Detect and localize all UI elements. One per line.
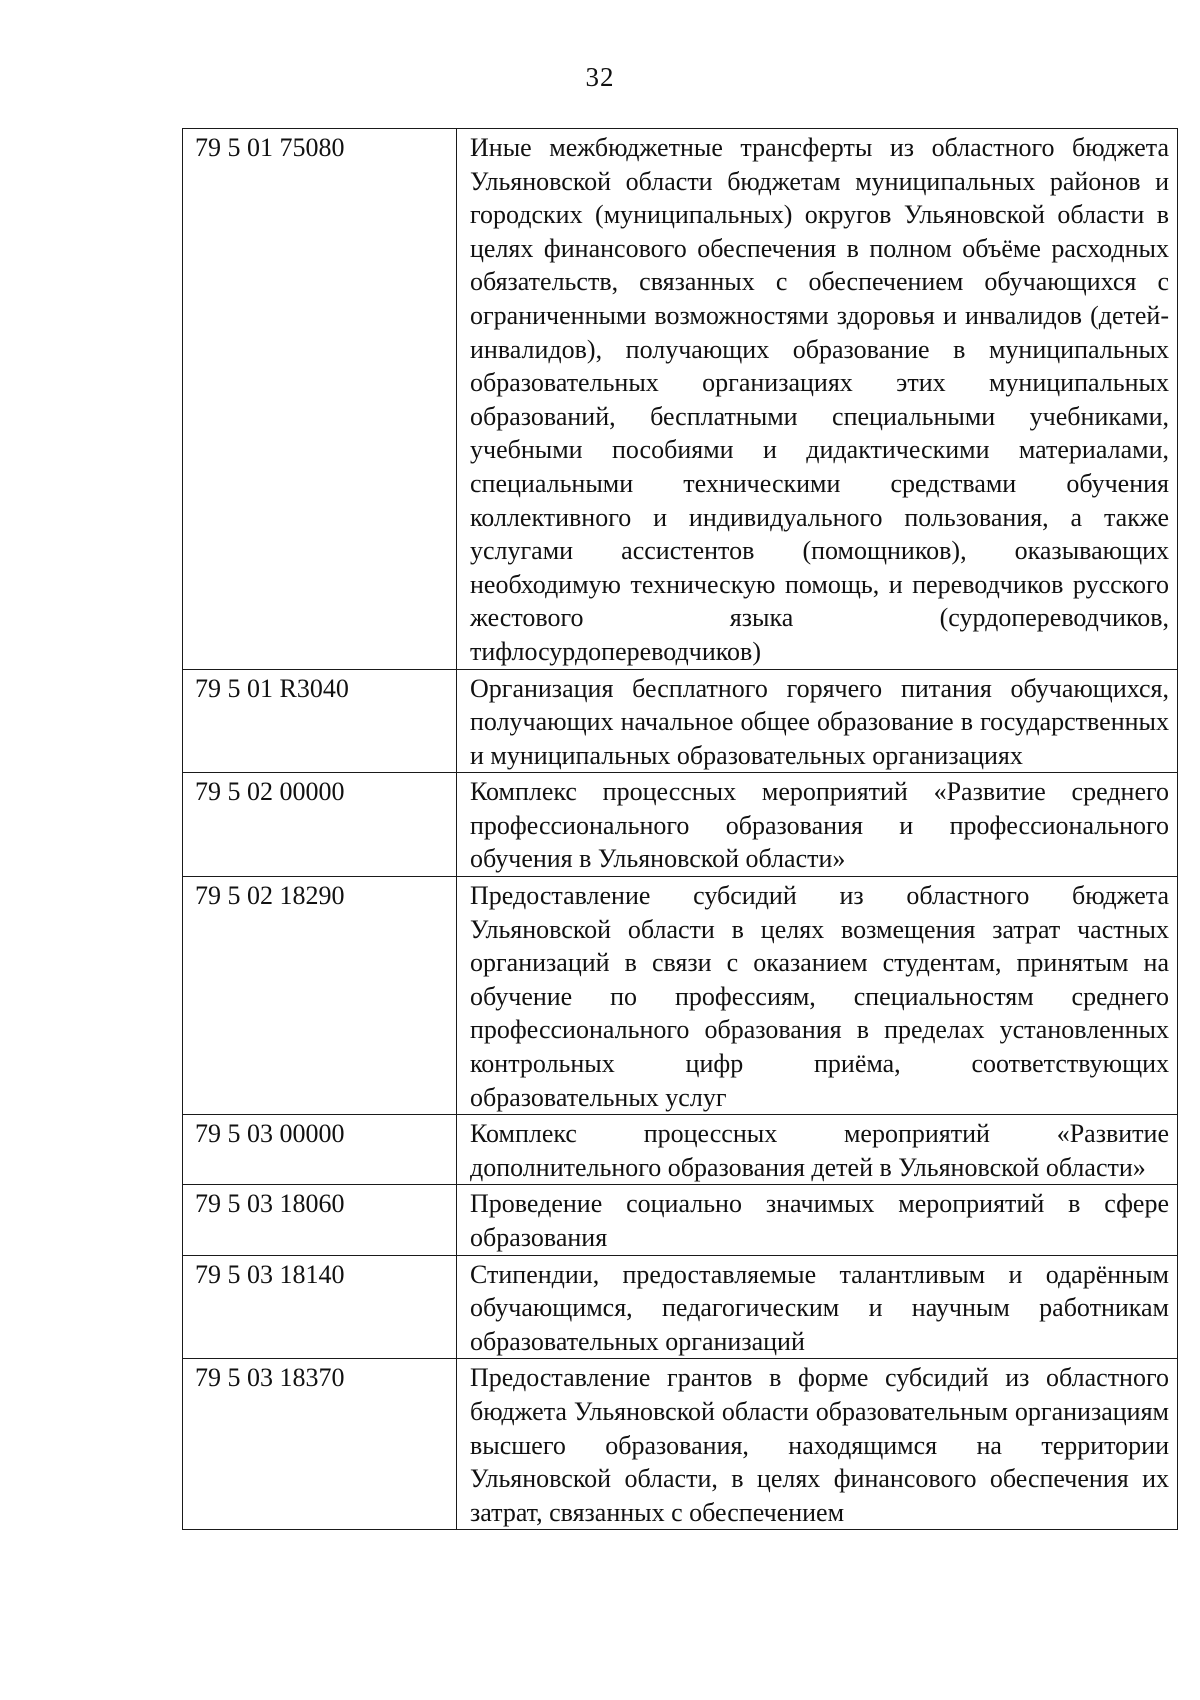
expense-description: Предоставление субсидий из областного бюджета Ульяновской области в целях возмещения затрат частных организаций в связи с оказанием студентам, принятым на обучение по профессиям, специальностям среднего профессионального образования в пределах установленных контрольных цифр приёма, соответствующих образовательных услуг [457,877,1178,1115]
expense-description: Комплекс процессных мероприятий «Развитие среднего профессионального образования и профессионального обучения в Ульяновской области» [457,773,1178,877]
expense-description: Комплекс процессных мероприятий «Развитие дополнительного образования детей в Ульяновской области» [457,1115,1178,1185]
expense-description: Проведение социально значимых мероприятий в сфере образования [457,1185,1178,1255]
page-number: 32 [585,62,615,92]
expense-description: Иные межбюджетные трансферты из областного бюджета Ульяновской области бюджетам муниципальных районов и городских (муниципальных) округов Ульяновской области в целях финансового обеспечения в полном объёме расходных обязательств, связанных с обеспечением обучающихся с ограниченными возможностями здоровья и инвалидов (детей-инвалидов), получающих образование в муниципальных образовательных организациях этих муниципальных образований, бесплатными специальными учебниками, учебными пособиями и дидактическими материалами, специальными техническими средствами обучения коллективного и индивидуального пользования, а также услугами ассистентов (помощников), оказывающих необходимую техническую помощь, и переводчиков русского жестового языка (сурдопереводчиков, тифлосурдопереводчиков) [457,129,1178,670]
classification-code: 79 5 01 75080 [183,129,457,670]
table-row [183,877,1178,1115]
classification-code: 79 5 03 18140 [183,1255,457,1359]
expense-description: Стипендии, предоставляемые талантливым и одарённым обучающимся, педагогическим и научным работникам образовательных организаций [457,1255,1178,1359]
classification-code: 79 5 03 00000 [183,1115,457,1185]
budget-classification-table [182,128,1178,1530]
classification-code: 79 5 03 18370 [183,1359,457,1530]
classification-code: 79 5 02 18290 [183,877,457,1115]
table-row [183,669,1178,773]
table-row [183,1185,1178,1255]
table-row [183,1115,1178,1185]
table-row [183,773,1178,877]
expense-description: Организация бесплатного горячего питания обучающихся, получающих начальное общее образование в государственных и муниципальных образовательных организациях [457,669,1178,773]
expense-description: Предоставление грантов в форме субсидий из областного бюджета Ульяновской области образовательным организациям высшего образования, находящимся на территории Ульяновской области, в целях финансового обеспечения их затрат, связанных с обеспечением [457,1359,1178,1530]
table-row [183,1255,1178,1359]
classification-code: 79 5 03 18060 [183,1185,457,1255]
classification-code: 79 5 01 R3040 [183,669,457,773]
classification-code: 79 5 02 00000 [183,773,457,877]
table-row [183,129,1178,670]
table-row [183,1359,1178,1530]
